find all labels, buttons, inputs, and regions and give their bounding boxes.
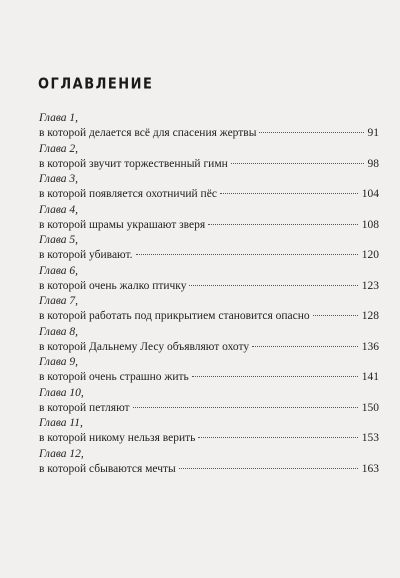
dot-leader bbox=[189, 285, 357, 286]
page-number: 91 bbox=[367, 127, 379, 139]
chapter-label: Глава 11, bbox=[39, 417, 83, 429]
chapter-label: Глава 7, bbox=[39, 295, 78, 307]
dot-leader bbox=[179, 468, 358, 469]
toc-entry bbox=[39, 447, 379, 478]
chapter-description: в которой появляется охотничий пёс bbox=[39, 188, 217, 200]
dot-leader bbox=[198, 437, 357, 438]
toc-entry bbox=[39, 233, 379, 264]
page-number: 136 bbox=[361, 340, 379, 353]
chapter-description: в которой очень страшно жить bbox=[39, 371, 189, 383]
dot-leader bbox=[133, 407, 358, 408]
toc-line bbox=[39, 279, 379, 294]
toc-entry bbox=[39, 172, 379, 203]
dot-leader bbox=[136, 254, 358, 255]
page-number: 128 bbox=[361, 310, 379, 322]
chapter-label: Глава 9, bbox=[39, 356, 78, 368]
toc-entry bbox=[39, 264, 379, 295]
dot-leader bbox=[192, 376, 358, 377]
dot-leader bbox=[208, 224, 358, 225]
page-number: 153 bbox=[361, 432, 379, 444]
toc-entry bbox=[39, 386, 379, 417]
chapter-description: в которой работать под прикрытием становится опасно bbox=[39, 310, 310, 322]
chapter-description: в которой шрамы украшают зверя bbox=[39, 218, 206, 231]
chapter-description: в которой убивают. bbox=[39, 249, 133, 261]
toc-line bbox=[39, 126, 379, 141]
page-number: 98 bbox=[367, 157, 379, 170]
chapter-description: в которой делается всё для спасения жертвы bbox=[39, 127, 257, 139]
toc-line bbox=[39, 462, 379, 477]
dot-leader bbox=[259, 132, 363, 133]
toc-line bbox=[39, 370, 379, 385]
page-number: 108 bbox=[361, 218, 379, 231]
chapter-label: Глава 10, bbox=[39, 386, 84, 399]
toc-line bbox=[39, 218, 379, 233]
chapter-description: в которой сбываются мечты bbox=[39, 462, 176, 475]
chapter-label: Глава 4, bbox=[39, 203, 78, 216]
chapter-description: в которой Дальнему Лесу объявляют охоту bbox=[39, 340, 250, 353]
toc-entry bbox=[39, 325, 379, 356]
page-number: 163 bbox=[361, 462, 379, 475]
toc-line bbox=[39, 248, 379, 263]
toc-line bbox=[39, 187, 379, 202]
toc-entry bbox=[39, 294, 379, 325]
chapter-label: Глава 8, bbox=[39, 325, 78, 338]
chapter-label: Глава 3, bbox=[39, 173, 78, 185]
dot-leader bbox=[231, 163, 364, 164]
page-number: 141 bbox=[361, 371, 379, 383]
toc-line bbox=[39, 340, 379, 355]
page-number: 104 bbox=[361, 188, 379, 200]
chapter-description: в которой звучит торжественный гимн bbox=[39, 157, 228, 170]
dot-leader bbox=[252, 346, 358, 347]
dot-leader bbox=[220, 193, 358, 194]
chapter-description: в которой петляют bbox=[39, 401, 130, 414]
table-of-contents bbox=[39, 111, 379, 477]
toc-entry bbox=[39, 355, 379, 386]
toc-entry bbox=[39, 203, 379, 234]
chapter-description: в которой очень жалко птичку bbox=[39, 279, 187, 292]
toc-line bbox=[39, 401, 379, 416]
toc-line bbox=[39, 309, 379, 324]
chapter-label: Глава 5, bbox=[39, 234, 78, 246]
toc-entry bbox=[39, 111, 379, 142]
toc-line bbox=[39, 157, 379, 172]
page-number: 120 bbox=[361, 249, 379, 261]
page-title: ОГЛАВЛЕНИЕ bbox=[38, 76, 154, 94]
page-number: 123 bbox=[361, 279, 379, 292]
dot-leader bbox=[313, 315, 358, 316]
chapter-label: Глава 12, bbox=[39, 447, 84, 460]
chapter-label: Глава 2, bbox=[39, 142, 78, 155]
page-number: 150 bbox=[361, 401, 379, 414]
chapter-label: Глава 1, bbox=[39, 112, 78, 124]
chapter-label: Глава 6, bbox=[39, 264, 78, 277]
chapter-description: в которой никому нельзя верить bbox=[39, 432, 196, 444]
toc-entry bbox=[39, 416, 379, 447]
toc-line bbox=[39, 431, 379, 446]
toc-entry bbox=[39, 142, 379, 173]
